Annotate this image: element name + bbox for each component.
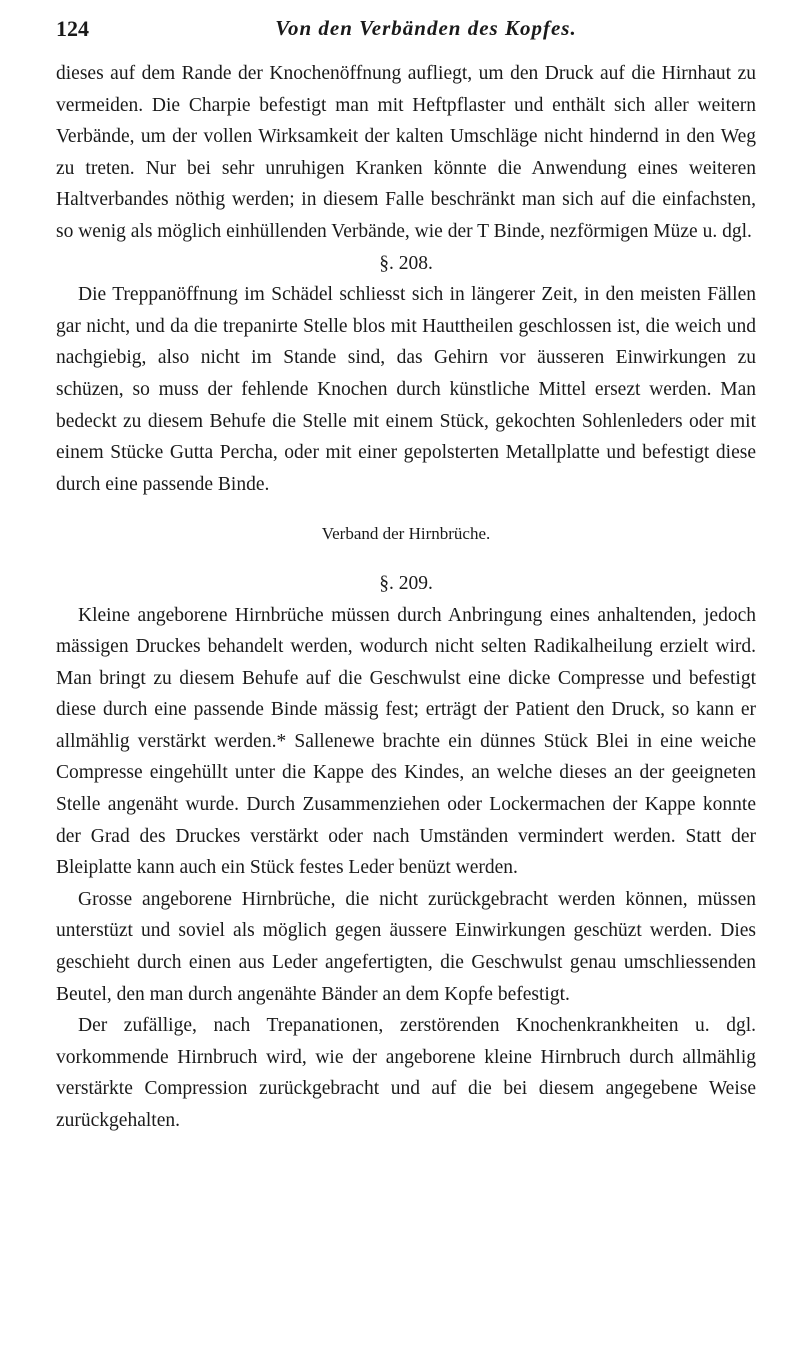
- subheading-hirnbrueche: Verband der Hirnbrüche.: [321, 524, 491, 544]
- page-number: 124: [56, 16, 89, 41]
- paragraph-continuation: dieses auf dem Rande der Knochenöffnung aufliegt, um den Druck auf die Hirnhaut zu vermeiden. Die Charpie befestigt man mit Heftpflaster und enthält sich aller weitern Verbände, um der vollen Wirksamkeit der kalten Umschläge nicht hindernd in den Weg zu treten. Nur bei sehr unruhigen Kranken könnte die Anwendung eines weiteren Haltverbandes nöthig werden; in diesem Falle beschränkt man sich auf die einfachsten, so wenig als möglich einhüllenden Verbände, wie der T Binde, nezförmigen Müze u. dgl.: [56, 63, 756, 242]
- paragraph-209-c: Der zufällige, nach Trepanationen, zerstörenden Knochenkrankheiten u. dgl. vorkommende Hirnbruch wird, wie der angeborene kleine Hirnbruch durch allmählig verstärkte Compression zurückgebracht und auf die bei diesem angegebene Weise zurückgehalten.: [56, 1015, 756, 1131]
- spacer: [56, 500, 756, 518]
- page-header: [56, 16, 756, 50]
- body-text: [56, 58, 756, 1137]
- book-page: [56, 0, 756, 1351]
- section-heading-208: §. 208.: [379, 252, 433, 274]
- spacer: [56, 550, 756, 568]
- paragraph-209-b: Grosse angeborene Hirnbrüche, die nicht zurückgebracht werden können, müssen unterstüzt und soviel als möglich gegen äussere Einwirkungen geschüzt werden. Dies geschieht durch einen aus Leder angefertigten, die Geschwulst genau umschliessenden Beutel, den man durch angenähte Bänder an dem Kopfe befestigt.: [56, 888, 756, 1005]
- section-heading-209: §. 209.: [379, 572, 433, 594]
- paragraph-208: Die Treppanöffnung im Schädel schliesst sich in längerer Zeit, in den meisten Fällen gar nicht, und da die trepanirte Stelle blos mit Hauttheilen geschlossen ist, die weich und nachgiebig, also nicht im Stande sind, das Gehirn vor äusseren Einwirkungen zu schüzen, so muss der fehlende Knochen durch künstliche Mittel ersezt werden. Man bedeckt zu diesem Behufe die Stelle mit einem Stück, gekochten Sohlenleders oder mit einem Stücke Gutta Percha, oder mit einer gepolsterten Metallplatte und befestigt diese durch eine passende Binde.: [56, 284, 756, 495]
- paragraph-209-a: Kleine angeborene Hirnbrüche müssen durch Anbringung eines anhaltenden, jedoch mässigen Druckes behandelt werden, wodurch nicht selten Radikalheilung erzielt wird. Man bringt zu diesem Behufe auf die Geschwulst eine dicke Compresse und befestigt diese durch eine passende Binde mässig fest; erträgt der Patient den Druck, so kann er allmählig verstärkt werden.* Sallenewe brachte ein dünnes Stück Blei in eine weiche Compresse eingehüllt unter die Kappe des Kindes, an welche dieses an der geeigneten Stelle angenäht wurde. Durch Zusammenziehen oder Lockermachen der Kappe konnte der Grad des Druckes verstärkt oder nach Umständen vermindert werden. Statt der Bleiplatte kann auch ein Stück festes Leder benüzt werden.: [56, 604, 756, 879]
- running-title: Von den Verbänden des Kopfes.: [275, 16, 577, 40]
